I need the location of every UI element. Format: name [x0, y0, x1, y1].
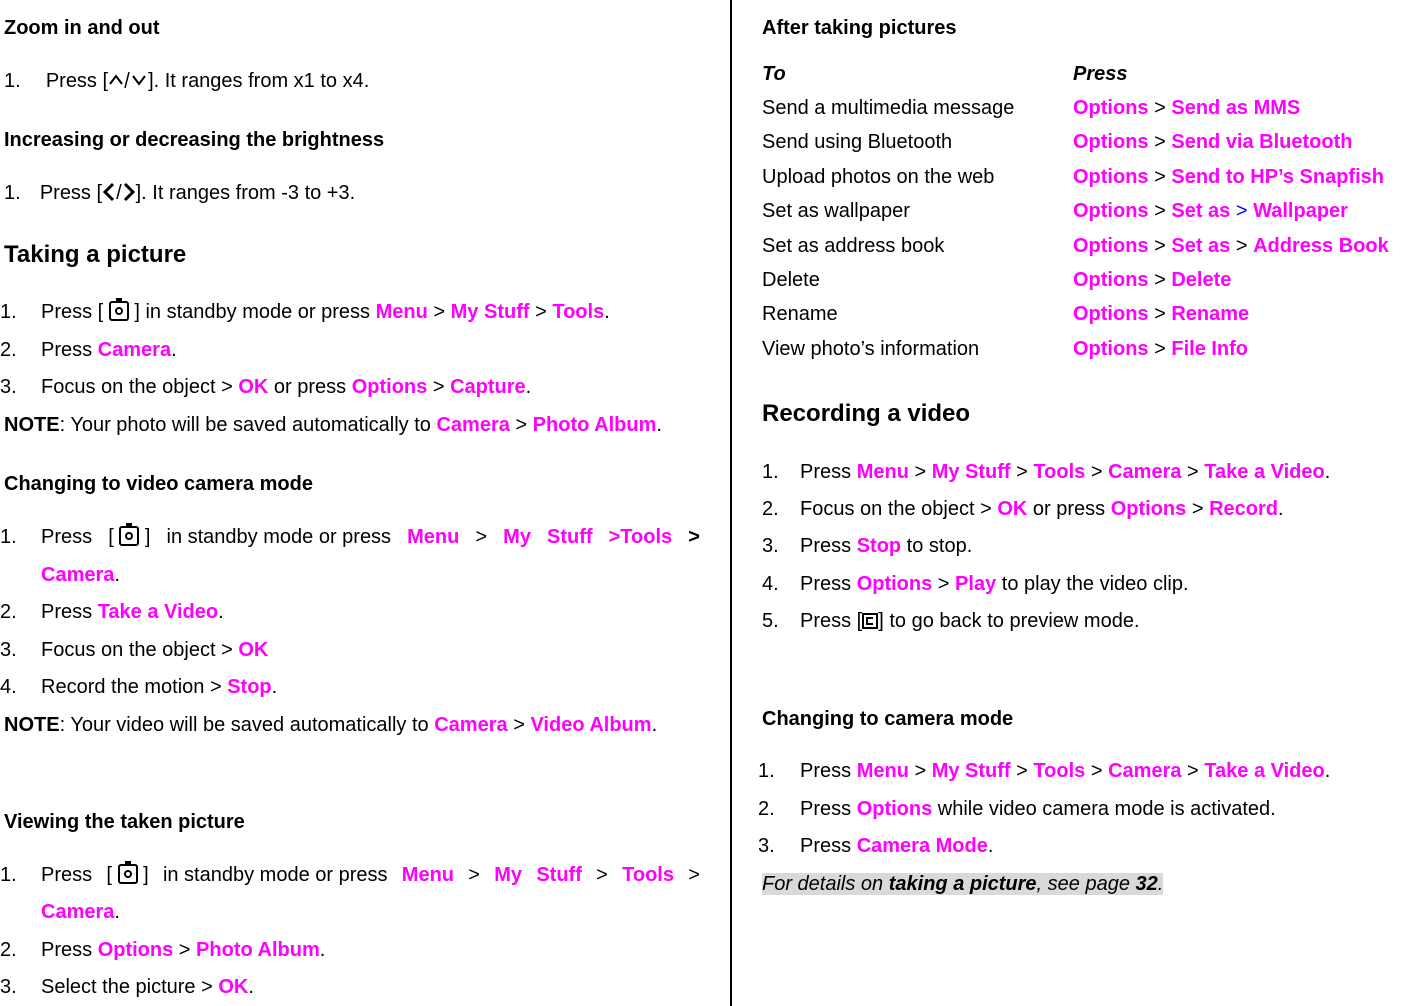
brightness-step-1: 1. Press [ / ]. It ranges from -3 to +3.	[4, 181, 355, 208]
viewing-step-2: Press Options > Photo Album.	[41, 939, 326, 961]
cammode-step-2: Press Options while video camera mode is activated.	[800, 798, 1276, 820]
step-number: 2.	[762, 498, 779, 520]
step-number: 5.	[762, 610, 779, 632]
cammode-step-1: Press Menu > My Stuff > Tools > Camera > Take a Video.	[800, 760, 1331, 782]
step-number: 1.	[4, 182, 21, 204]
zoom-step-1: 1. Press [ ]. It ranges from x1 to x4.	[4, 69, 369, 96]
col-to-header: To	[762, 63, 786, 85]
after-row-press: Options > Set as > Wallpaper	[1073, 200, 1348, 222]
col-press-header: Press	[1073, 63, 1128, 85]
after-row-to: Send a multimedia message	[762, 97, 1015, 119]
step-number: 4.	[762, 573, 779, 595]
taking-step-3: Focus on the object > OK or press Options > Capture.	[41, 376, 532, 398]
after-row-press: Options > Send via Bluetooth	[1073, 131, 1353, 153]
step-number: 2.	[0, 601, 17, 623]
step-number: 1.	[762, 461, 779, 483]
camera-icon	[118, 864, 138, 884]
after-row-press: Options > Delete	[1073, 269, 1232, 291]
taking-note: NOTE: Your photo will be saved automatically to Camera > Photo Album.	[4, 414, 662, 436]
recording-heading: Recording a video	[762, 400, 971, 427]
video-step-2: Press Take a Video.	[41, 601, 224, 623]
after-row-to: Rename	[762, 303, 838, 325]
step-number: 1.	[758, 760, 775, 782]
recording-step-4: Press Options > Play to play the video clip.	[800, 573, 1189, 595]
step-number: 3.	[0, 976, 17, 998]
step-number: 3.	[0, 639, 17, 661]
after-row-to: Delete	[762, 269, 820, 291]
zoom-heading: Zoom in and out	[4, 17, 160, 39]
video-step-1: Press [ ] in standby mode or press Menu > My Stuff >Tools >	[41, 526, 700, 548]
brightness-heading: Increasing or decreasing the brightness	[4, 129, 385, 151]
viewing-heading: Viewing the taken picture	[4, 811, 245, 833]
video-step-3: Focus on the object > OK	[41, 639, 269, 661]
after-row-press: Options > Set as > Address Book	[1073, 235, 1389, 257]
after-heading: After taking pictures	[762, 17, 957, 39]
taking-step-2: Press Camera.	[41, 339, 177, 361]
camera-icon	[119, 526, 139, 546]
video-step-4: Record the motion > Stop.	[41, 676, 278, 698]
viewing-step-1-cont: Camera.	[41, 901, 120, 923]
details-note: For details on taking a picture, see page 32.	[762, 873, 1164, 895]
left-arrow-icon	[102, 182, 116, 208]
right-arrow-icon	[122, 182, 136, 208]
taking-picture-heading: Taking a picture	[4, 241, 187, 268]
step-number: 3.	[758, 835, 775, 857]
video-mode-heading: Changing to video camera mode	[4, 473, 313, 495]
step-number: 2.	[0, 339, 17, 361]
column-divider	[730, 0, 732, 1006]
cammode-step-3: Press Camera Mode.	[800, 835, 994, 857]
recording-step-2: Focus on the object > OK or press Options > Record.	[800, 498, 1284, 520]
video-note: NOTE: Your video will be saved automatically to Camera > Video Album.	[4, 714, 658, 736]
zoom-keys-icon	[108, 70, 148, 96]
after-row-to: Set as wallpaper	[762, 200, 910, 222]
recording-step-3: Press Stop to stop.	[800, 535, 973, 557]
after-row-press: Options > Rename	[1073, 303, 1250, 325]
step-number: 3.	[762, 535, 779, 557]
back-key-icon	[862, 612, 878, 636]
recording-step-5: Press [ ] to go back to preview mode.	[800, 609, 1140, 636]
step-number: 1.	[0, 301, 17, 323]
step-number: 2.	[758, 798, 775, 820]
viewing-step-3: Select the picture > OK.	[41, 976, 254, 998]
after-row-to: Send using Bluetooth	[762, 131, 953, 153]
camera-icon	[109, 301, 129, 321]
camera-mode-heading: Changing to camera mode	[762, 708, 1014, 730]
taking-step-1: Press [ ] in standby mode or press Menu > My Stuff > Tools.	[41, 301, 610, 323]
after-row-press: Options > Send to HP’s Snapfish	[1073, 166, 1384, 188]
viewing-step-1: Press [ ] in standby mode or press Menu > My Stuff > Tools >	[41, 864, 700, 886]
after-row-press: Options > Send as MMS	[1073, 97, 1301, 119]
step-number: 3.	[0, 376, 17, 398]
step-number: 4.	[0, 676, 17, 698]
video-step-1-cont: Camera.	[41, 564, 120, 586]
step-number: 2.	[0, 939, 17, 961]
step-number: 1.	[0, 526, 17, 548]
after-row-to: Upload photos on the web	[762, 166, 995, 188]
after-row-press: Options > File Info	[1073, 338, 1249, 360]
after-row-to: View photo’s information	[762, 338, 980, 360]
step-number: 1.	[0, 864, 17, 886]
after-row-to: Set as address book	[762, 235, 945, 257]
step-number: 1.	[4, 70, 21, 92]
recording-step-1: Press Menu > My Stuff > Tools > Camera > Take a Video.	[800, 461, 1331, 483]
